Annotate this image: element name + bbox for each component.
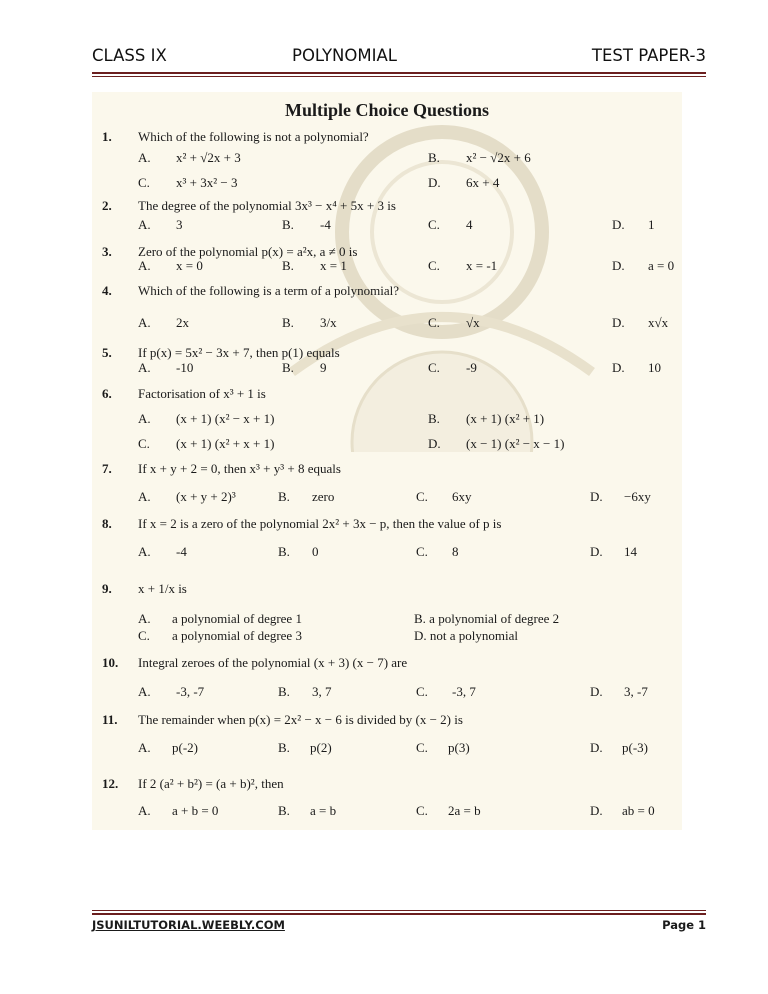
q1-option-c-letter: C. [138,175,150,190]
q6-option-c-letter: C. [138,436,150,451]
q3-option-c: x = -1 [466,258,498,273]
header-rule [92,72,706,74]
q5-option-d: 10 [648,360,661,375]
q7-option-b-letter: B. [278,489,290,504]
q5-option-a: -10 [176,360,194,375]
q11-option-a-letter: A. [138,740,151,755]
q2-text: The degree of the polynomial 3x³ − x⁴ + 5x + 3 is [138,198,396,213]
q2-option-a: 3 [176,217,183,232]
q6-option-d: (x − 1) (x² − x − 1) [466,436,565,451]
q12-option-b: a = b [310,803,337,818]
q9-option-c: a polynomial of degree 3 [172,628,302,643]
q10-option-a: -3, -7 [176,684,205,699]
q4-option-c: √x [466,315,480,330]
q12-option-a: a + b = 0 [172,803,219,818]
q1-option-d-letter: D. [428,175,441,190]
q8-option-b-letter: B. [278,544,290,559]
q4-option-a-letter: A. [138,315,151,330]
footer-website-link[interactable]: JSUNILTUTORIAL.WEEBLY.COM [92,918,285,932]
q2-option-c: 4 [466,217,473,232]
q10-number: 10. [102,655,119,670]
footer-rule-thin [92,910,706,911]
q1-option-b: x² − √2x + 6 [466,150,531,165]
q7-option-a: (x + y + 2)³ [176,489,236,504]
q7-text: If x + y + 2 = 0, then x³ + y³ + 8 equals [138,461,341,476]
q11-option-b-letter: B. [278,740,290,755]
header-paper: TEST PAPER-3 [591,46,706,65]
q6-option-a: (x + 1) (x² − x + 1) [176,411,275,426]
q10-option-b-letter: B. [278,684,290,699]
q8-option-c: 8 [452,544,459,559]
question-panel [92,92,682,830]
q1-option-b-letter: B. [428,150,440,165]
q7-option-c: 6xy [452,489,472,504]
q7-option-a-letter: A. [138,489,151,504]
q2-option-a-letter: A. [138,217,151,232]
q2-option-b: -4 [320,217,331,232]
cbse-watermark-icon [232,112,652,452]
q6-option-d-letter: D. [428,436,441,451]
q10-option-d: 3, -7 [624,684,648,699]
q8-option-c-letter: C. [416,544,428,559]
q7-number: 7. [102,461,112,476]
q4-option-b: 3/x [320,315,337,330]
q2-option-d: 1 [648,217,655,232]
q7-option-d-letter: D. [590,489,603,504]
q6-option-a-letter: A. [138,411,151,426]
q12-option-a-letter: A. [138,803,151,818]
q7-option-c-letter: C. [416,489,428,504]
q12-option-d-letter: D. [590,803,603,818]
q4-text: Which of the following is a term of a polynomial? [138,283,400,298]
q9-option-d: D. not a polynomial [414,628,518,643]
q4-option-b-letter: B. [282,315,294,330]
q11-option-c: p(3) [448,740,470,755]
q4-option-a: 2x [176,315,189,330]
q1-option-a: x² + √2x + 3 [176,150,241,165]
header-class: CLASS IX [92,46,167,65]
q10-option-c-letter: C. [416,684,428,699]
q5-option-c-letter: C. [428,360,440,375]
q5-option-c: -9 [466,360,477,375]
q9-option-c-letter: C. [138,628,150,643]
q11-text: The remainder when p(x) = 2x² − x − 6 is divided by (x − 2) is [138,712,463,727]
q9-number: 9. [102,581,112,596]
q11-option-a: p(-2) [172,740,198,755]
q5-number: 5. [102,345,112,360]
q8-number: 8. [102,516,112,531]
q8-option-b: 0 [312,544,319,559]
q12-number: 12. [102,776,119,791]
q1-option-a-letter: A. [138,150,151,165]
q8-option-d: 14 [624,544,637,559]
q12-option-c: 2a = b [448,803,481,818]
q6-text: Factorisation of x³ + 1 is [138,386,266,401]
q2-option-d-letter: D. [612,217,625,232]
q4-option-c-letter: C. [428,315,440,330]
q3-option-d-letter: D. [612,258,625,273]
q3-text: Zero of the polynomial p(x) = a²x, a ≠ 0 is [138,244,358,259]
q6-option-b: (x + 1) (x² + 1) [466,411,545,426]
q7-option-b: zero [312,489,335,504]
q2-option-c-letter: C. [428,217,440,232]
page-number: Page 1 [662,918,706,932]
q3-number: 3. [102,244,112,259]
q11-option-d-letter: D. [590,740,603,755]
q8-option-d-letter: D. [590,544,603,559]
q12-option-d: ab = 0 [622,803,655,818]
q5-text: If p(x) = 5x² − 3x + 7, then p(1) equals [138,345,340,360]
q3-option-b: x = 1 [320,258,347,273]
q8-text: If x = 2 is a zero of the polynomial 2x² + 3x − p, then the value of p is [138,516,502,531]
q10-option-a-letter: A. [138,684,151,699]
q11-number: 11. [102,712,118,727]
q2-option-b-letter: B. [282,217,294,232]
section-title: Multiple Choice Questions [284,100,489,120]
q6-option-c: (x + 1) (x² + x + 1) [176,436,275,451]
q1-number: 1. [102,129,112,144]
q8-option-a-letter: A. [138,544,151,559]
q12-option-b-letter: B. [278,803,290,818]
q11-option-d: p(-3) [622,740,648,755]
q10-option-d-letter: D. [590,684,603,699]
q5-option-a-letter: A. [138,360,151,375]
q3-option-c-letter: C. [428,258,440,273]
q5-option-d-letter: D. [612,360,625,375]
q9-option-a-letter: A. [138,611,151,626]
q6-number: 6. [102,386,112,401]
header-subject: POLYNOMIAL [292,46,397,65]
q4-option-d: x√x [648,315,669,330]
q10-option-b: 3, 7 [312,684,332,699]
q4-option-d-letter: D. [612,315,625,330]
q5-option-b: 9 [320,360,327,375]
q5-option-b-letter: B. [282,360,294,375]
q1-option-c: x³ + 3x² − 3 [176,175,238,190]
q3-option-d: a = 0 [648,258,675,273]
header-rule-thin [92,76,706,77]
q11-option-c-letter: C. [416,740,428,755]
q7-option-d: −6xy [624,489,651,504]
q9-text: x + 1/x is [138,581,187,596]
q3-option-a-letter: A. [138,258,151,273]
page-header [92,46,706,70]
q1-option-d: 6x + 4 [466,175,500,190]
q8-option-a: -4 [176,544,187,559]
q9-option-a: a polynomial of degree 1 [172,611,302,626]
q10-text: Integral zeroes of the polynomial (x + 3) (x − 7) are [138,655,408,670]
q9-option-b: B. a polynomial of degree 2 [414,611,560,626]
q3-option-b-letter: B. [282,258,294,273]
q10-option-c: -3, 7 [452,684,476,699]
q12-text: If 2 (a² + b²) = (a + b)², then [138,776,284,791]
q6-option-b-letter: B. [428,411,440,426]
q12-option-c-letter: C. [416,803,428,818]
q4-number: 4. [102,283,112,298]
footer-rule [92,913,706,915]
q1-text: Which of the following is not a polynomial? [138,129,369,144]
q3-option-a: x = 0 [176,258,203,273]
q11-option-b: p(2) [310,740,332,755]
q2-number: 2. [102,198,112,213]
